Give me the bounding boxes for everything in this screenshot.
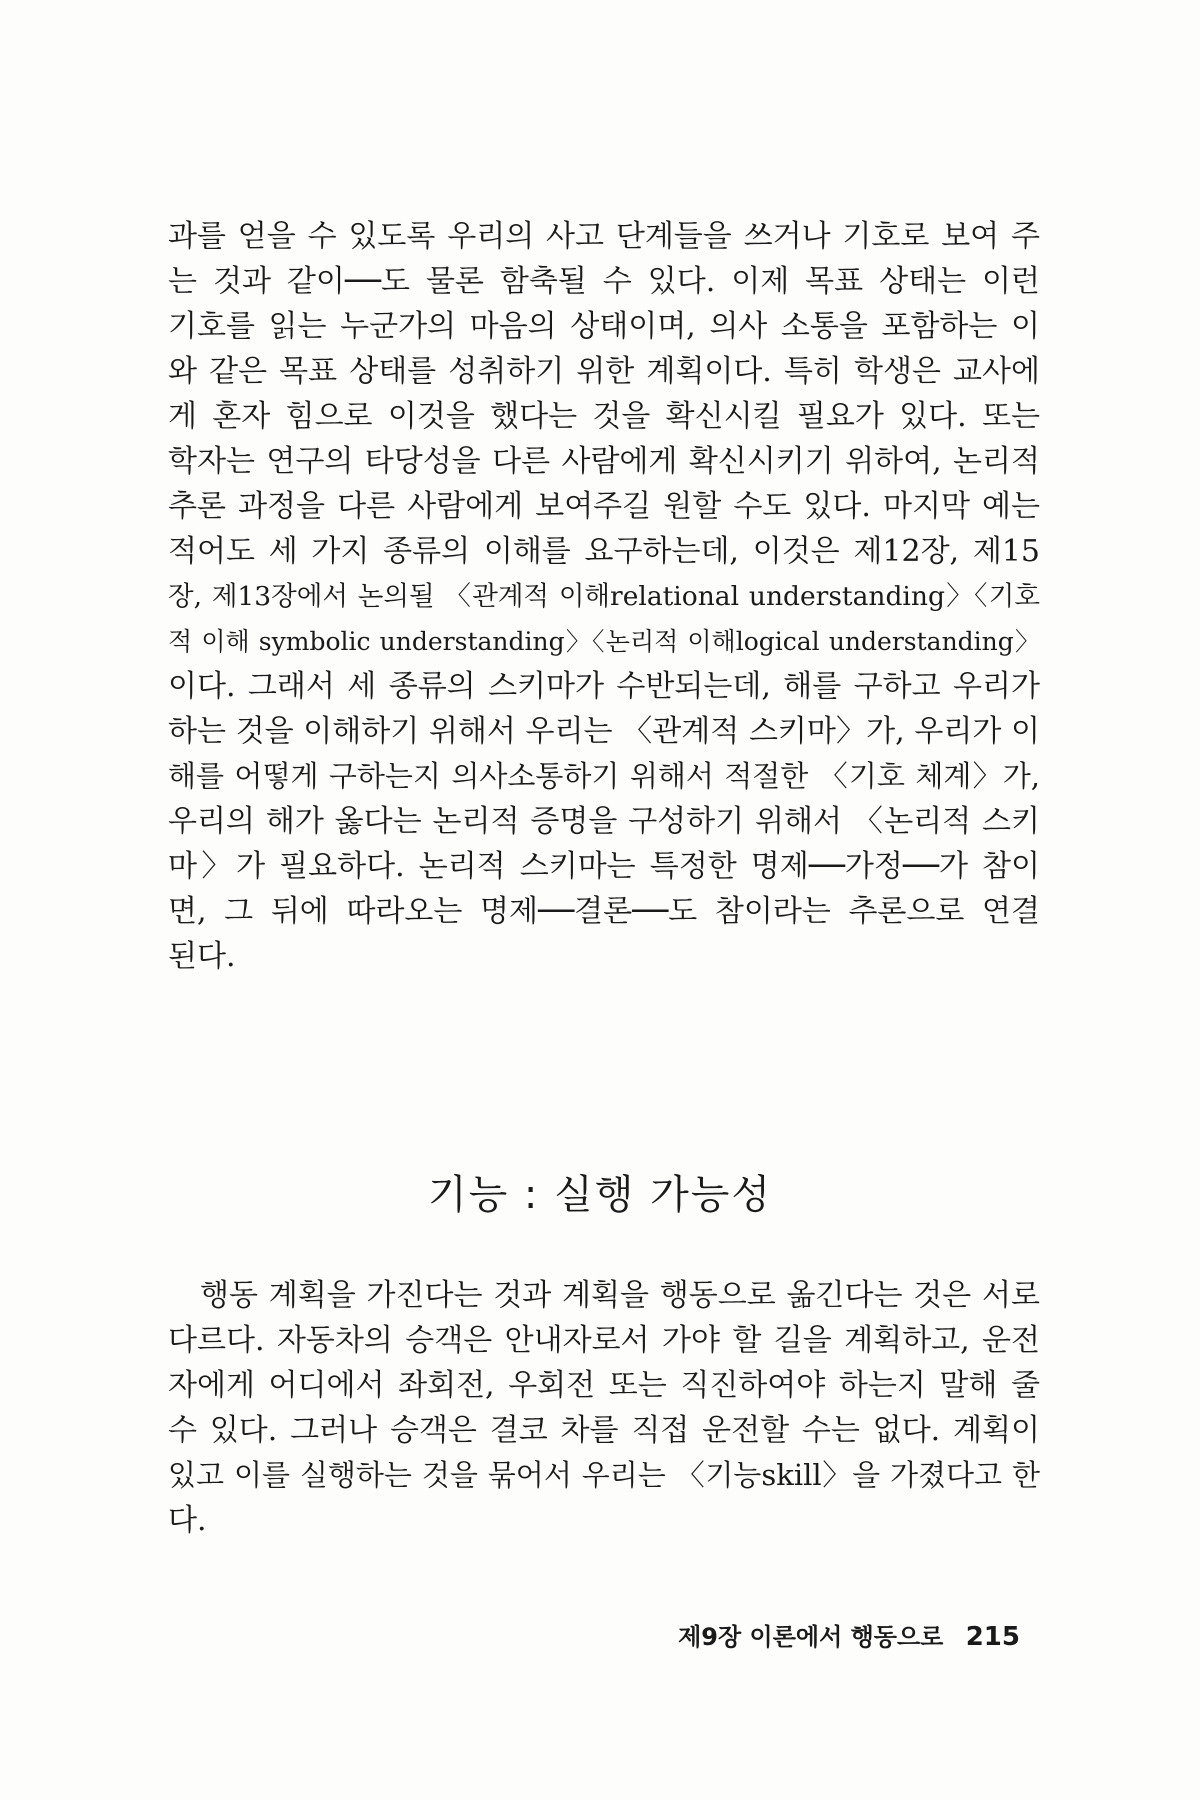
- text-line: 장, 제13장에서 논의될 〈관계적 이해relational understanding〉〈기호: [168, 581, 1040, 612]
- text-line: 하는 것을 이해하기 위해서 우리는 〈관계적 스키마〉가, 우리가 이: [168, 714, 1040, 749]
- text-line: 면, 그 뒤에 따라오는 명제──결론──도 참이라는 추론으로 연결: [168, 894, 1040, 929]
- text-line: 우리의 해가 옳다는 논리적 증명을 구성하기 위해서 〈논리적 스키: [168, 804, 1040, 839]
- text-line: 와 같은 목표 상태를 성취하기 위한 계획이다. 특히 학생은 교사에: [168, 354, 1040, 389]
- text-line: 있고 이를 실행하는 것을 묶어서 우리는 〈기능skill〉을 가졌다고 한: [168, 1458, 1040, 1492]
- text-line: 이다. 그래서 세 종류의 스키마가 수반되는데, 해를 구하고 우리가: [168, 669, 1040, 704]
- text-line: 추론 과정을 다른 사람에게 보여주길 원할 수도 있다. 마지막 예는: [168, 489, 1040, 524]
- body-paragraph-1: [168, 214, 1040, 979]
- text-line: 는 것과 같이──도 물론 함축될 수 있다. 이제 목표 상태는 이런: [168, 264, 1040, 299]
- text-line: 적 이해 symbolic understanding〉〈논리적 이해logical understanding〉: [168, 627, 1040, 656]
- text-line: 다르다. 자동차의 승객은 안내자로서 가야 할 길을 계획하고, 운전: [168, 1323, 1040, 1358]
- text-line: 해를 어떻게 구하는지 의사소통하기 위해서 적절한 〈기호 체계〉가,: [168, 759, 1040, 793]
- text-line: 적어도 세 가지 종류의 이해를 요구하는데, 이것은 제12장, 제15: [168, 534, 1040, 569]
- text-line: 자에게 어디에서 좌회전, 우회전 또는 직진하여야 하는지 말해 줄: [168, 1368, 1040, 1403]
- text-line: 학자는 연구의 타당성을 다른 사람에게 확신시키기 위하여, 논리적: [168, 444, 1040, 479]
- text-line: 마〉가 필요하다. 논리적 스키마는 특정한 명제──가정──가 참이: [168, 849, 1040, 884]
- running-title: 제9장 이론에서 행동으로: [678, 1623, 944, 1651]
- text-line: 기호를 읽는 누군가의 마음의 상태이며, 의사 소통을 포함하는 이: [168, 309, 1040, 344]
- body-paragraph-2: [168, 1273, 1040, 1543]
- text-line: 다.: [168, 1503, 207, 1538]
- text-line: 과를 얻을 수 있도록 우리의 사고 단계들을 쓰거나 기호로 보여 주: [168, 219, 1040, 254]
- text-line: 된다.: [168, 939, 236, 974]
- page-footer: [678, 1617, 1020, 1652]
- section-heading: 기능 : 실행 가능성: [427, 1172, 773, 1218]
- text-line: 게 혼자 힘으로 이것을 했다는 것을 확신시킬 필요가 있다. 또는: [168, 399, 1040, 434]
- text-line: 행동 계획을 가진다는 것과 계획을 행동으로 옮긴다는 것은 서로: [200, 1278, 1040, 1313]
- page-number: 215: [965, 1622, 1020, 1652]
- text-line: 수 있다. 그러나 승객은 결코 차를 직접 운전할 수는 없다. 계획이: [168, 1413, 1040, 1448]
